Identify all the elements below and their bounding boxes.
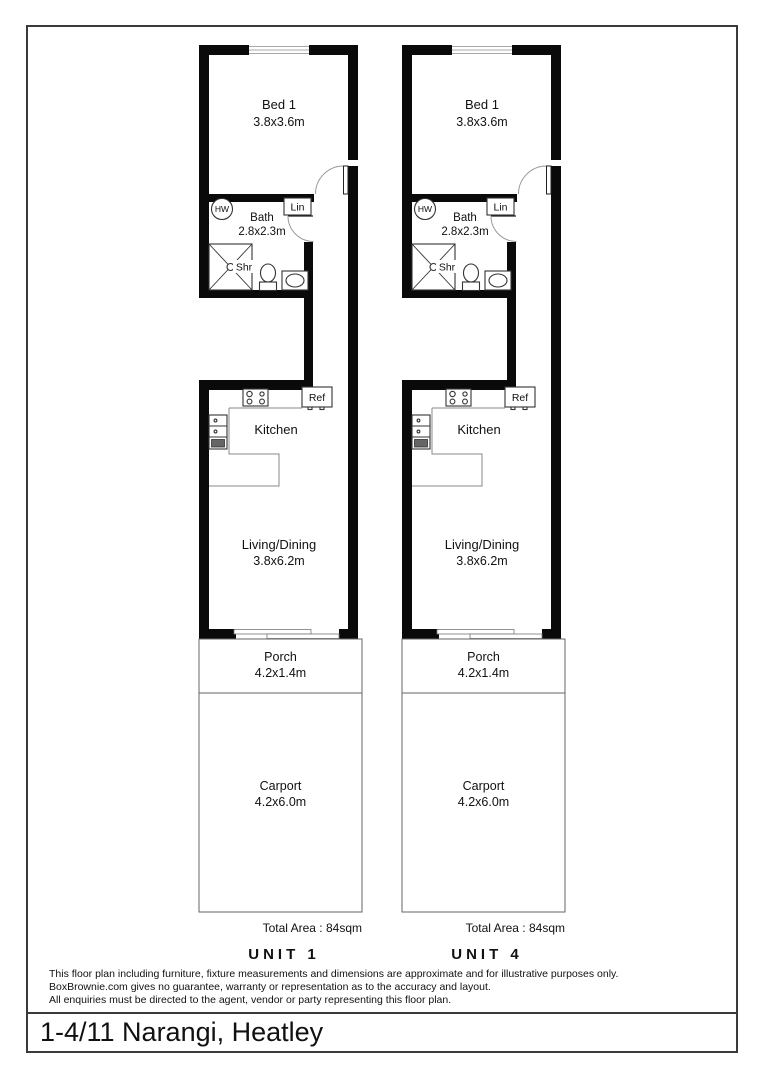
bedroom-door-arc <box>518 166 546 194</box>
porch-label: Porch <box>263 650 297 664</box>
disclaimer-line-3: All enquiries must be directed to the agent, vendor or party representing this floor plan. <box>49 994 452 1006</box>
unit-4-total-area: Total Area : 84sqm <box>465 921 565 935</box>
bedroom-door-leaf <box>343 166 348 194</box>
carport-label: Carport <box>462 779 504 793</box>
basin-icon <box>485 271 511 290</box>
disclaimer-line-2: BoxBrownie.com gives no guarantee, warranty or representation as to the accuracy and layout. <box>49 981 491 993</box>
bath-dims: 2.8x2.3m <box>440 226 489 238</box>
unit-1-bedroom-window <box>249 45 309 55</box>
bedroom-dims: 3.8x3.6m <box>252 115 305 129</box>
unit-1-porch <box>199 639 362 693</box>
disclaimer <box>49 968 736 1007</box>
unit-4-porch <box>402 639 565 693</box>
linen-label: Lin <box>289 201 305 214</box>
unit-1-carport <box>199 693 362 912</box>
living-dims: 3.8x6.2m <box>455 554 508 568</box>
porch-dims: 4.2x1.4m <box>254 666 306 680</box>
unit-1-living <box>234 537 339 639</box>
carport-dims: 4.2x6.0m <box>254 795 306 809</box>
unit-4-carport <box>402 693 565 912</box>
bedroom-door-arc <box>315 166 343 194</box>
unit-1-name: UNIT 1 <box>247 946 320 963</box>
unit-4-name: UNIT 4 <box>450 946 523 963</box>
carport-label: Carport <box>259 779 301 793</box>
hot-water-label: HW <box>417 204 432 214</box>
bath-label: Bath <box>249 212 274 224</box>
bedroom-door-leaf <box>546 166 551 194</box>
living-label: Living/Dining <box>241 537 316 552</box>
kitchen-label: Kitchen <box>253 422 298 437</box>
toilet-icon <box>462 264 479 291</box>
basin-icon <box>282 271 308 290</box>
bath-dims: 2.8x2.3m <box>237 226 286 238</box>
stove-icon <box>446 389 471 406</box>
unit-4-bathroom <box>412 198 517 291</box>
shower-label: Shr <box>438 261 455 274</box>
unit-4-living <box>437 537 542 639</box>
floor-plans-row <box>28 42 736 967</box>
bath-label: Bath <box>452 212 477 224</box>
unit-1-bedroom <box>253 97 348 194</box>
address-bar <box>28 1012 736 1051</box>
fridge-label: Ref <box>511 392 528 404</box>
sink-icon <box>209 415 227 449</box>
porch-label: Porch <box>466 650 500 664</box>
bedroom-dims: 3.8x3.6m <box>455 115 508 129</box>
unit-4-floor-plan <box>399 42 569 967</box>
disclaimer-line-1: This floor plan including furniture, fixture measurements and dimensions are approximate and for illustrative purposes only. <box>49 968 619 980</box>
unit-4-bedroom <box>456 97 551 194</box>
living-label: Living/Dining <box>444 537 519 552</box>
bedroom-label: Bed 1 <box>261 97 296 112</box>
unit-1-bathroom <box>209 198 314 291</box>
sink-icon <box>412 415 430 449</box>
sliding-door-icon <box>234 630 339 639</box>
unit-4-bedroom-window <box>452 45 512 55</box>
living-dims: 3.8x6.2m <box>252 554 305 568</box>
bath-door-arc <box>491 216 517 242</box>
page-border <box>26 25 738 1053</box>
fridge-label: Ref <box>308 392 325 404</box>
hot-water-label: HW <box>214 204 229 214</box>
bedroom-label: Bed 1 <box>464 97 499 112</box>
shower-label: Shr <box>235 261 252 274</box>
stove-icon <box>243 389 268 406</box>
linen-label: Lin <box>492 201 508 214</box>
sliding-door-icon <box>437 630 542 639</box>
porch-dims: 4.2x1.4m <box>457 666 509 680</box>
unit-1-floor-plan <box>196 42 366 967</box>
carport-dims: 4.2x6.0m <box>457 795 509 809</box>
toilet-icon <box>259 264 276 291</box>
property-address: 1-4/11 Narangi, Heatley <box>40 1017 324 1047</box>
kitchen-label: Kitchen <box>456 422 501 437</box>
unit-4-kitchen <box>412 387 535 486</box>
unit-1-total-area: Total Area : 84sqm <box>262 921 362 935</box>
unit-1-kitchen <box>209 387 332 486</box>
bath-door-arc <box>288 216 314 242</box>
